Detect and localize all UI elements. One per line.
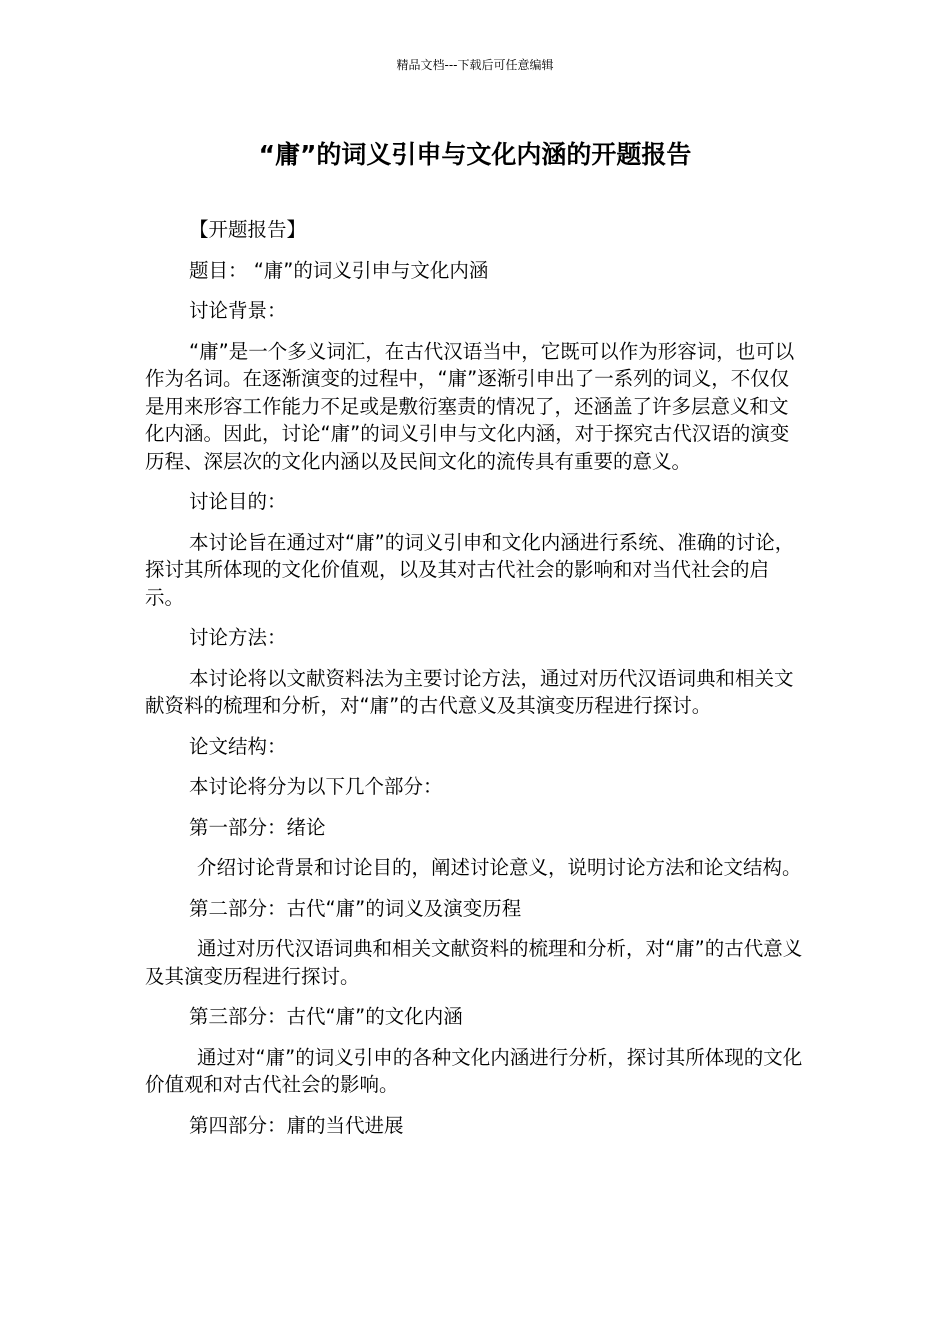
section-label-proposal: 【开题报告】 <box>189 218 307 241</box>
paragraph-background: “庸”是一个多义词汇，在古代汉语当中，它既可以作为形容词，也可以作为名词。在逐渐演变的过程中，“庸”逐渐引申出了一系列的词义，不仅仅是用来形容工作能力不足或是敷衍塞责的情况了，还涵盖了许多层意义和文化内涵。因此，讨论“庸”的词义引申与文化内涵，对于探究古代汉语的演变历程、深层次的文化内涵以及民间文化的流传具有重要的意义。 <box>145 339 795 473</box>
heading-method: 讨论方法： <box>189 626 287 649</box>
heading-structure: 论文结构： <box>189 734 287 758</box>
part-one-text: 介绍讨论背景和讨论目的，阐述讨论意义，说明讨论方法和论文结构。 <box>197 856 802 879</box>
topic-line: 题目： “庸”的词义引申与文化内涵 <box>189 258 489 282</box>
paragraph-method: 本讨论将以文献资料法为主要讨论方法，通过对历代汉语词典和相关文献资料的梳理和分析，对“庸”的古代意义及其演变历程进行探讨。 <box>145 666 794 717</box>
heading-purpose: 讨论目的： <box>189 490 287 513</box>
document-title: “庸”的词义引申与文化内涵的开题报告 <box>258 140 692 169</box>
part-four-heading: 第四部分：庸的当代进展 <box>189 1113 404 1137</box>
part-three-text: 通过对“庸”的词义引申的各种文化内涵进行分析，探讨其所体现的文化价值观和对古代社会的影响。 <box>145 1045 803 1096</box>
heading-background: 讨论背景： <box>189 299 287 322</box>
header-note: 精品文档---下载后可任意编辑 <box>396 58 554 72</box>
document-body <box>145 216 805 1152</box>
part-three-heading: 第三部分：古代“庸”的文化内涵 <box>189 1005 463 1028</box>
part-two-heading: 第二部分：古代“庸”的词义及演变历程 <box>189 896 522 920</box>
part-one-heading: 第一部分：绪论 <box>189 815 326 839</box>
paragraph-structure-intro: 本讨论将分为以下几个部分： <box>189 775 443 798</box>
paragraph-purpose: 本讨论旨在通过对“庸”的词义引申和文化内涵进行系统、准确的讨论，探讨其所体现的文化价值观，以及其对古代社会的影响和对当代社会的启示。 <box>145 530 795 609</box>
part-two-text: 通过对历代汉语词典和相关文献资料的梳理和分析，对“庸”的古代意义及其演变历程进行探讨。 <box>145 937 803 988</box>
